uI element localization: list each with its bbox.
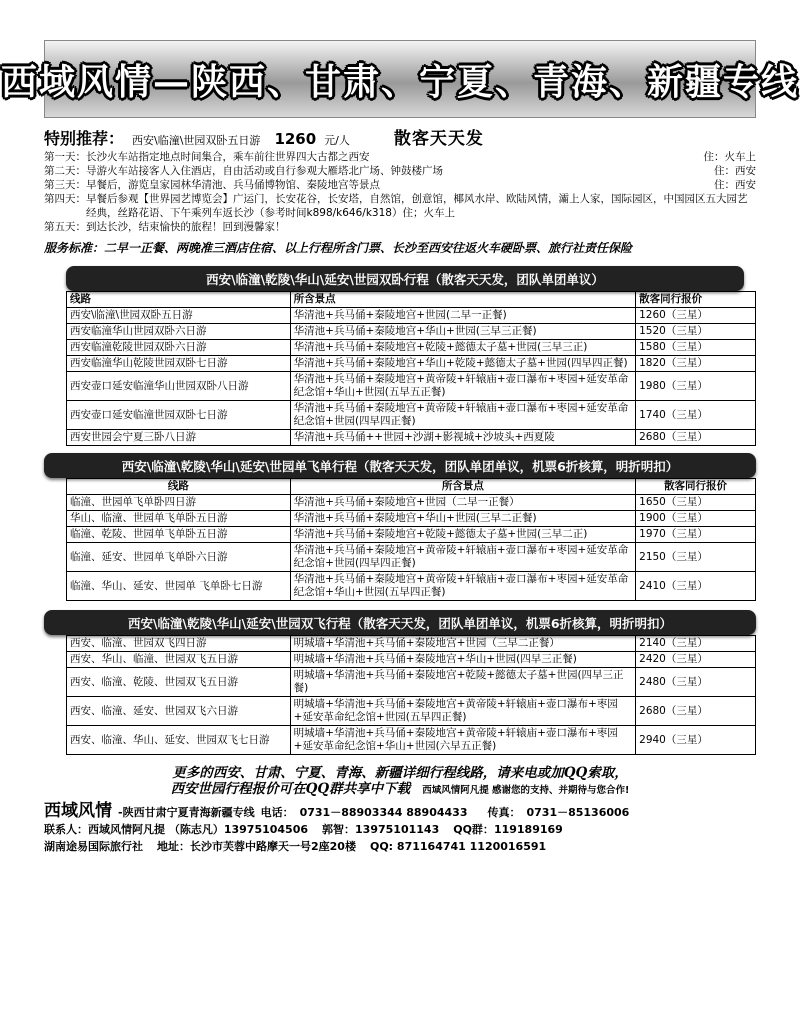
day-item: 第四天： 早餐后参观【世界园艺博览会】广运门，长安花谷，长安塔，自然馆，创意馆，椰风水岸、欧陆风情，灞上人家，国际园区，中国园区五大园艺经典，丝路花语、下午乘列车返长沙（参考时间k898/k646/k318）住；火车上: [44, 193, 748, 219]
promo-block: [44, 765, 756, 799]
day-item: 第五天： 到达长沙，结束愉快的旅程！回到漫馨家！: [44, 221, 286, 233]
brand-name: 西域风情: [44, 801, 112, 821]
table-header-row: 线路 所含景点 散客同行报价: [67, 292, 756, 308]
phone-number: 0731－88903344 88904433: [299, 806, 468, 819]
table-shuangfei: [66, 635, 756, 755]
contact-person: 西域风情阿凡提 （陈志凡）13975104506: [88, 823, 309, 836]
promo-line-1: 更多的西安、甘肃、宁夏、青海、新疆详细行程线路，请来电或加QQ索取，: [172, 765, 628, 781]
day-item: 第二天： 导游火车站接客人入住酒店，自由活动或自行参观大雁塔北广场、钟鼓楼广场 住：西安: [44, 165, 756, 177]
header-banner: [1, 40, 800, 118]
section-title-shuangwo: 西安\临潼\乾陵\华山\延安\世园双卧行程（散客天天发，团队单团单议）: [66, 266, 744, 291]
table-row: 西安\临潼\世园双卧五日游 华清池+兵马俑+秦陵地宫+世园(二早一正餐) 1260（三星）: [67, 308, 756, 324]
table-row: 西安壶口延安临潼华山世园双卧八日游 华清池+兵马俑+秦陵地宫+黄帝陵+轩辕庙+壶口瀑布+枣园+延安革命纪念馆+华山+世园(五早五正餐) 1980（三星）: [67, 372, 756, 401]
table-row: 临潼、乾陵、世园单飞单卧五日游 华清池+兵马俑+秦陵地宫+乾陵+懿德太子墓+世园(三早二正) 1970（三星）: [67, 527, 756, 543]
table-row: 西安壶口延安临潼世园双卧七日游 华清池+兵马俑+秦陵地宫+黄帝陵+轩辕庙+壶口瀑布+枣园+延安革命纪念馆+世园(四早四正餐) 1740（三星）: [67, 401, 756, 430]
contact-block: 西域风情 -陕西甘肃宁夏青海新疆专线 电话： 0731－88903344 88904433 传真： 0731－85136006 联系人：西域风情阿凡提 （陈志凡）13975104506 郭智：13975101143 QQ群：119189169 湖南途易国际旅行社 地址：长沙市芙蓉中路摩天一号2座20楼 QQ: 871164741 1120016591: [44, 801, 630, 853]
table-row: 临潼、世园单飞单卧四日游 华清池+兵马俑+秦陵地宫+世园（二早一正餐） 1650（三星）: [67, 495, 756, 511]
promo-note: 西域风情阿凡提 感谢您的支持、并期待与您合作!: [422, 785, 630, 796]
itinerary-days: [44, 150, 756, 234]
table-row: 华山、临潼、世园单飞单卧五日游 华清池+兵马俑+秦陵地宫+华山+世园(三早二正餐) 1900（三星）: [67, 511, 756, 527]
qq-number: 871164741 1120016591: [396, 840, 547, 853]
table-row: 西安、临潼、延安、世园双飞六日游 明城墙+华清池+兵马俑+秦陵地宫+黄帝陵+轩辕庙+壶口瀑布+枣园+延安革命纪念馆+世园(五早四正餐) 2680（三星）: [67, 697, 756, 726]
special-label: 特别推荐：: [44, 129, 125, 148]
section-title-danfei: 西安\临潼\乾陵\华山\延安\世园单飞单行程（散客天天发，团队单团单议，机票6折核算，明折明扣）: [44, 453, 756, 478]
qq-group: 119189169: [493, 823, 563, 836]
fax-number: 0731－85136006: [526, 806, 630, 819]
table-row: 西安临潼华山世园双卧六日游 华清池+兵马俑+秦陵地宫+华山+世园(三早三正餐) 1520（三星）: [67, 324, 756, 340]
special-price: 1260: [274, 130, 317, 148]
special-tag: 散客天天发: [393, 129, 484, 149]
promo-line-2: 西安世园行程报价可在QQ群共享中下载: [170, 781, 411, 797]
day-item: 第三天： 早餐后，游览皇家园林华清池、兵马俑博物馆、秦陵地宫等景点 住：西安: [44, 179, 756, 191]
special-name: 西安\临潼\世园双卧五日游: [132, 134, 261, 147]
address: 长沙市芙蓉中路摩天一号2座20楼: [190, 840, 356, 853]
agency-name: 湖南途易国际旅行社: [44, 840, 143, 853]
table-shuangwo: [66, 291, 756, 446]
table-row: 西安、临潼、乾陵、世园双飞五日游 明城墙+华清池+兵马俑+秦陵地宫+乾陵+懿德太子墓+世园(四早三正餐) 2480（三星）: [67, 668, 756, 697]
table-row: 西安临潼华山乾陵世园双卧七日游 华清池+兵马俑+秦陵地宫+华山+乾陵+懿德太子墓+世园(四早四正餐) 1820（三星）: [67, 356, 756, 372]
table-header-row: 线路 所含景点 散客同行报价: [67, 479, 756, 495]
table-row: 西安、临潼、世园双飞四日游 明城墙+华清池+兵马俑+秦陵地宫+世园（三早二正餐） 2140（三星）: [67, 636, 756, 652]
section-title-shuangfei: 西安\临潼\乾陵\华山\延安\世园双飞行程（散客天天发，团队单团单议，机票6折核算，明折明扣）: [44, 610, 756, 635]
table-row: 西安、临潼、华山、延安、世园双飞七日游 明城墙+华清池+兵马俑+秦陵地宫+黄帝陵+轩辕庙+壶口瀑布+枣园+延安革命纪念馆+华山+世园(六早五正餐) 2940（三星）: [67, 726, 756, 755]
day-item: 第一天： 长沙火车站指定地点时间集合，乘车前往世界四大古都之西安 住：火车上: [44, 151, 756, 163]
banner-title: 西域风情—陕西、甘肃、宁夏、青海、新疆专线: [1, 60, 800, 103]
table-row: 西安世园会宁夏三卧八日游 华清池+兵马俑++世园+沙湖+影视城+沙坡头+西夏陵 2680（三星）: [67, 430, 756, 446]
table-row: 临潼、华山、延安、世园单 飞单卧七日游 华清池+兵马俑+秦陵地宫+黄帝陵+轩辕庙+壶口瀑布+枣园+延安革命纪念馆+华山+世园(五早四正餐) 2410（三星）: [67, 572, 756, 601]
table-row: 临潼、延安、世园单飞单卧六日游 华清池+兵马俑+秦陵地宫+黄帝陵+轩辕庙+壶口瀑布+枣园+延安革命纪念馆+世园(四早四正餐) 2150（三星）: [67, 543, 756, 572]
brand-subtitle: -陕西甘肃宁夏青海新疆专线: [118, 806, 255, 819]
table-row: 西安临潼乾陵世园双卧六日游 华清池+兵马俑+秦陵地宫+乾陵+懿德太子墓+世园(三早三正) 1580（三星）: [67, 340, 756, 356]
special-offer: [44, 124, 756, 149]
table-row: 西安、华山、临潼、世园双飞五日游 明城墙+华清池+兵马俑+秦陵地宫+华山+世园(四早三正餐) 2420（三星）: [67, 652, 756, 668]
guo-phone: 13975101143: [355, 823, 440, 836]
table-danfei: [66, 478, 756, 601]
service-standard: 服务标准：二早一正餐、两晚准三酒店住宿、以上行程所含门票、长沙至西安往返火车硬卧票、旅行社责任保险: [44, 241, 633, 255]
special-unit: 元/人: [324, 134, 350, 147]
